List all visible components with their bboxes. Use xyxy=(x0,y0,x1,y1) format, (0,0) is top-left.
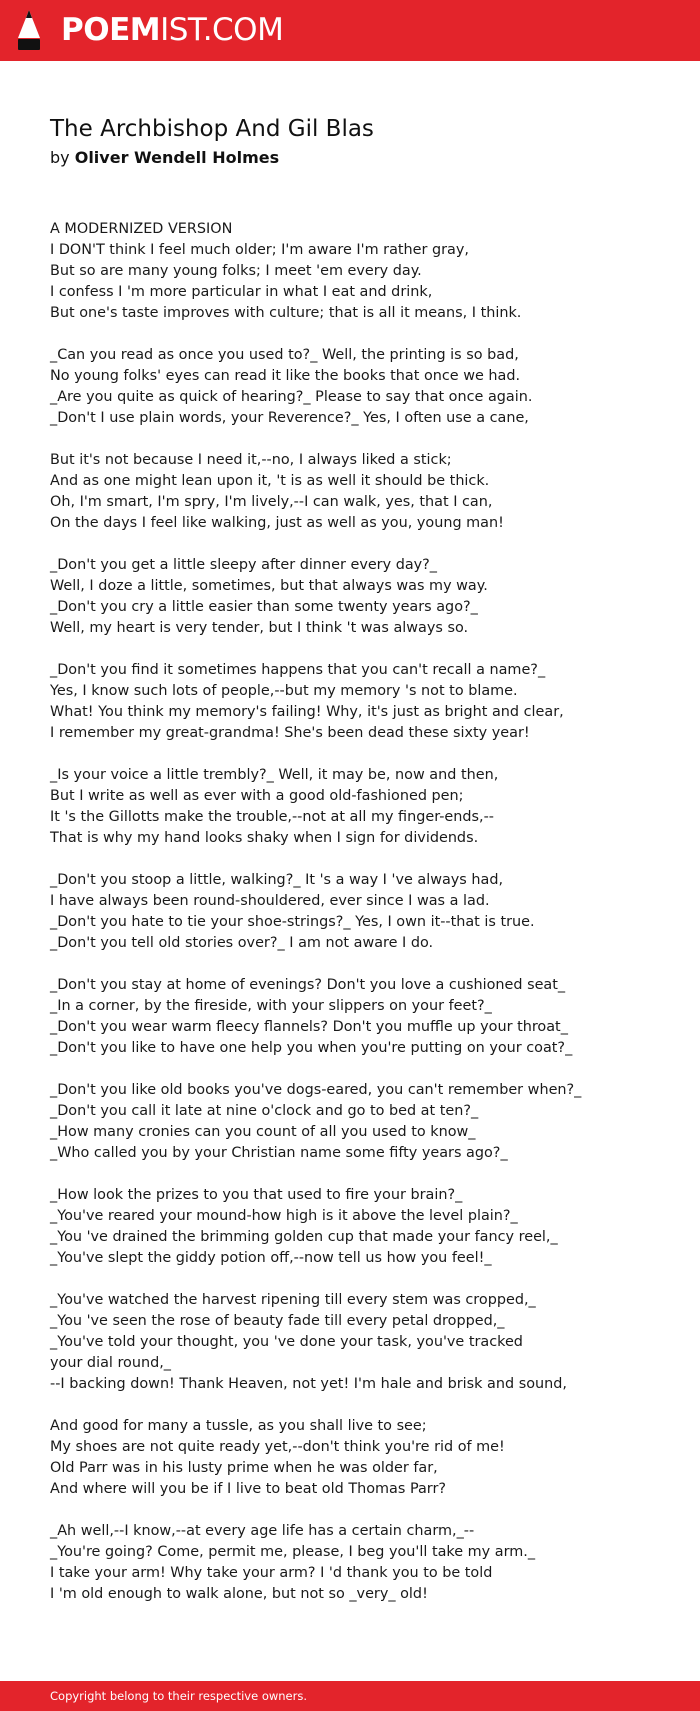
poem-line: I have always been round-shouldered, ever since I was a lad. xyxy=(50,893,490,909)
poem-stanza xyxy=(50,450,650,534)
poem-stanza xyxy=(50,1290,650,1395)
poem-line: _You've reared your mound-how high is it above the level plain?_ xyxy=(50,1208,518,1224)
poem-line: _You've told your thought, you 've done your task, you've tracked your dial round,_ xyxy=(50,1334,523,1371)
site-header xyxy=(0,0,700,61)
poem-line: I DON'T think I feel much older; I'm aware I'm rather gray, xyxy=(50,242,469,258)
poem-line: _Don't you like old books you've dogs-eared, you can't remember when?_ xyxy=(50,1082,582,1098)
poem-line: I remember my great-grandma! She's been dead these sixty year! xyxy=(50,725,530,741)
poem-line: _Is your voice a little trembly?_ Well, it may be, now and then, xyxy=(50,767,499,783)
poem-line: _Who called you by your Christian name some fifty years ago?_ xyxy=(50,1145,508,1161)
poem-line: _Don't you like to have one help you when you're putting on your coat?_ xyxy=(50,1040,573,1056)
poem-line: I 'm old enough to walk alone, but not so _very_ old! xyxy=(50,1586,428,1602)
poem-line: But one's taste improves with culture; that is all it means, I think. xyxy=(50,305,522,321)
poem-line: A MODERNIZED VERSION xyxy=(50,221,233,237)
poem-line: _You 've seen the rose of beauty fade till every petal dropped,_ xyxy=(50,1313,505,1329)
copyright-text: Copyright belong to their respective owners. xyxy=(50,1689,308,1703)
poem-line: My shoes are not quite ready yet,--don't think you're rid of me! xyxy=(50,1439,505,1455)
site-footer xyxy=(0,1681,700,1711)
poem-line: --I backing down! Thank Heaven, not yet! I'm hale and brisk and sound, xyxy=(50,1376,567,1392)
poem-line: I take your arm! Why take your arm? I 'd thank you to be told xyxy=(50,1565,493,1581)
site-logo[interactable] xyxy=(61,11,283,49)
poem-line: _Don't you cry a little easier than some twenty years ago?_ xyxy=(50,599,478,615)
poem-line: _Don't you hate to tie your shoe-strings?_ Yes, I own it--that is true. xyxy=(50,914,535,930)
poem-line: Well, I doze a little, sometimes, but that always was my way. xyxy=(50,578,488,594)
poem-line: That is why my hand looks shaky when I sign for dividends. xyxy=(50,830,479,846)
poem-line: _Don't you get a little sleepy after dinner every day?_ xyxy=(50,557,437,573)
poem-line: Oh, I'm smart, I'm spry, I'm lively,--I can walk, yes, that I can, xyxy=(50,494,493,510)
poem-line: _In a corner, by the fireside, with your slippers on your feet?_ xyxy=(50,998,492,1014)
poem-line: _Ah well,--I know,--at every age life has a certain charm,_-- xyxy=(50,1523,475,1539)
poem-line: _Don't you stay at home of evenings? Don't you love a cushioned seat_ xyxy=(50,977,566,993)
poem-line: _Don't you stoop a little, walking?_ It 's a way I 've always had, xyxy=(50,872,504,888)
poem-author: Oliver Wendell Holmes xyxy=(74,148,280,167)
poem-line: But it's not because I need it,--no, I always liked a stick; xyxy=(50,452,452,468)
poem-stanza xyxy=(50,1416,650,1500)
poem-stanza xyxy=(50,975,650,1059)
poem-line: _You're going? Come, permit me, please, I beg you'll take my arm._ xyxy=(50,1544,536,1560)
pencil-tip-icon[interactable] xyxy=(16,10,42,52)
poem-line: _You 've drained the brimming golden cup that made your fancy reel,_ xyxy=(50,1229,558,1245)
poem-line: _Don't you find it sometimes happens that you can't recall a name?_ xyxy=(50,662,546,678)
poem-stanza xyxy=(50,870,650,954)
poem-stanza xyxy=(50,1521,650,1605)
poem-line: _Can you read as once you used to?_ Well, the printing is so bad, xyxy=(50,347,519,363)
poem-line: _Are you quite as quick of hearing?_ Please to say that once again. xyxy=(50,389,533,405)
poem-line: And good for many a tussle, as you shall live to see; xyxy=(50,1418,427,1434)
poem-line: On the days I feel like walking, just as well as you, young man! xyxy=(50,515,504,531)
poem-line: _You've watched the harvest ripening till every stem was cropped,_ xyxy=(50,1292,536,1308)
poem-line: _How look the prizes to you that used to fire your brain?_ xyxy=(50,1187,463,1203)
poem-title: The Archbishop And Gil Blas xyxy=(50,116,374,142)
poem-line: But so are many young folks; I meet 'em every day. xyxy=(50,263,422,279)
poem-line: _Don't you wear warm fleecy flannels? Don't you muffle up your throat_ xyxy=(50,1019,568,1035)
poem-stanza xyxy=(50,555,650,639)
poem-line: _You've slept the giddy potion off,--now tell us how you feel!_ xyxy=(50,1250,492,1266)
poem-line: I confess I 'm more particular in what I eat and drink, xyxy=(50,284,433,300)
poem-body xyxy=(50,219,650,1626)
poem-line: And where will you be if I live to beat old Thomas Parr? xyxy=(50,1481,447,1497)
poem-line: What! You think my memory's failing! Why, it's just as bright and clear, xyxy=(50,704,564,720)
brand-bold: POEM xyxy=(61,12,161,48)
poem-stanza xyxy=(50,219,650,324)
poem-line: And as one might lean upon it, 't is as well it should be thick. xyxy=(50,473,490,489)
poem-line: _How many cronies can you count of all you used to know_ xyxy=(50,1124,476,1140)
brand-light: IST.COM xyxy=(160,12,284,48)
poem-line: Old Parr was in his lusty prime when he was older far, xyxy=(50,1460,438,1476)
poem-line: _Don't you tell old stories over?_ I am not aware I do. xyxy=(50,935,434,951)
poem-line: But I write as well as ever with a good old-fashioned pen; xyxy=(50,788,464,804)
by-label: by xyxy=(50,148,75,167)
poem-line: Yes, I know such lots of people,--but my memory 's not to blame. xyxy=(50,683,518,699)
poem-byline xyxy=(50,147,279,169)
poem-line: Well, my heart is very tender, but I think 't was always so. xyxy=(50,620,469,636)
poem-line: _Don't you call it late at nine o'clock and go to bed at ten?_ xyxy=(50,1103,479,1119)
poem-stanza xyxy=(50,660,650,744)
poem-stanza xyxy=(50,345,650,429)
poem-line: _Don't I use plain words, your Reverence?_ Yes, I often use a cane, xyxy=(50,410,529,426)
poem-line: It 's the Gillotts make the trouble,--not at all my finger-ends,-- xyxy=(50,809,494,825)
poem-stanza xyxy=(50,765,650,849)
poem-stanza xyxy=(50,1185,650,1269)
poem-line: No young folks' eyes can read it like the books that once we had. xyxy=(50,368,521,384)
poem-stanza xyxy=(50,1080,650,1164)
